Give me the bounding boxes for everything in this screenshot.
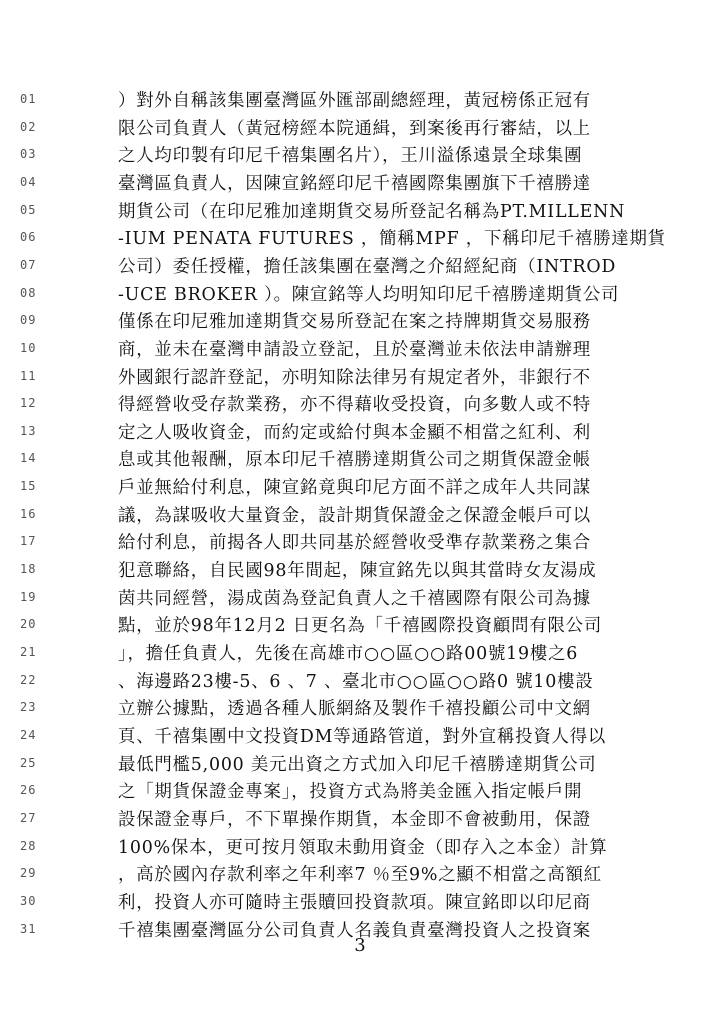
line-text: 得經營收受存款業務，亦不得藉收受投資，向多數人或不特 [118,395,591,416]
document-line [0,420,720,446]
line-number: 31 [20,921,37,936]
document-line [0,337,720,363]
line-number: 23 [20,700,37,715]
line-text: 設保證金專戶，不下單操作期貨，本金即不會被動用，保證 [118,809,591,830]
line-number: 13 [20,423,37,438]
line-text: 、海邊路23樓-5、6 、7 、臺北市○○區○○路0 號10樓設 [118,671,594,692]
document-line [0,669,720,695]
document-line [0,254,720,280]
line-text: 之人均印製有印尼千禧集團名片），王川溢係遠景全球集團 [118,146,583,167]
line-number: 28 [20,838,37,853]
line-number: 30 [20,893,37,908]
line-number: 01 [20,92,37,106]
document-line [0,199,720,225]
document-line [0,503,720,529]
document-line [0,641,720,667]
line-text: 點，並於98年12月2 日更名為「千禧國際投資顧問有限公司 [118,616,603,637]
document-line [0,807,720,833]
line-text: 千禧集團臺灣區分公司負責人名義負責臺灣投資人之投資案 [118,920,591,941]
line-number: 22 [20,672,37,687]
document-line [0,226,720,252]
line-text: 最低門檻5,000 美元出資之方式加入印尼千禧勝達期貨公司 [118,754,597,775]
line-text: 僅係在印尼雅加達期貨交易所登記在案之持牌期貨交易服務 [118,312,591,333]
document-line [0,890,720,916]
line-number: 12 [20,396,37,411]
line-number: 27 [20,810,37,825]
line-number: 24 [20,727,37,742]
line-text: 」，擔任負責人，先後在高雄市○○區○○路00號19樓之6 [118,644,579,664]
line-text: -UCE BROKER ）。陳宣銘等人均明知印尼千禧勝達期貨公司 [118,284,620,305]
line-number: 29 [20,866,37,881]
document-line [0,862,720,888]
line-number: 20 [20,617,37,632]
document-line [0,724,720,750]
line-text: 頁、千禧集團中文投資DM等通路管道，對外宣稱投資人得以 [118,726,607,747]
line-number: 18 [20,562,37,577]
line-text: ，高於國內存款利率之年利率7 ％至9%之顯不相當之高額紅 [118,865,602,886]
line-number: 02 [20,119,37,134]
document-line [0,835,720,861]
document-line [0,365,720,391]
document-line [0,143,720,169]
line-text: 外國銀行認許登記，亦明知除法律另有規定者外，非銀行不 [118,367,591,388]
document-line [0,696,720,722]
line-number: 11 [20,368,37,383]
document-line [0,171,720,197]
line-number: 05 [20,202,37,217]
line-text: 戶並無給付利息，陳宣銘竟與印尼方面不詳之成年人共同謀 [118,478,591,499]
line-text: 息或其他報酬，原本印尼千禧勝達期貨公司之期貨保證金帳 [118,450,591,471]
document-line [0,613,720,639]
line-number: 03 [20,147,37,162]
line-number: 19 [20,589,37,604]
line-number: 15 [20,479,37,494]
document-line [0,392,720,418]
line-number: 14 [20,451,37,466]
line-text: ）對外自稱該集團臺灣區外匯部副總經理，黃冠榜係正冠有 [118,91,591,111]
line-number: 21 [20,645,37,659]
document-line [0,116,720,142]
line-text: 臺灣區負責人，因陳宣銘經印尼千禧國際集團旗下千禧勝達 [118,173,591,194]
document-line [0,88,720,114]
page-number: 3 [354,935,366,956]
line-number: 16 [20,506,37,521]
document-line [0,309,720,335]
line-text: 茵共同經營，湯成茵為登記負責人之千禧國際有限公司為據 [118,588,591,609]
line-number: 08 [20,285,37,300]
document-line [0,752,720,778]
line-number: 17 [20,534,37,549]
document-line [0,475,720,501]
line-text: 立辦公據點，透過各種人脈網絡及製作千禧投顧公司中文網 [118,699,591,720]
line-text: -IUM PENATA FUTURES ，簡稱MPF ，下稱印尼千禧勝達期貨 [118,229,666,250]
line-text: 公司）委任授權，擔任該集團在臺灣之介紹經紀商（INTROD [118,256,617,277]
line-text: 給付利息，前揭各人即共同基於經營收受準存款業務之集合 [118,533,591,554]
document-line [0,586,720,612]
line-text: 商，並未在臺灣申請設立登記，且於臺灣並未依法申請辦理 [118,339,591,360]
line-number: 06 [20,230,37,245]
line-text: 之「期貨保證金專案」，投資方式為將美金匯入指定帳戶開 [118,782,583,803]
line-number: 25 [20,755,37,770]
document-line [0,558,720,584]
line-text: 犯意聯絡，自民國98年間起，陳宣銘先以與其當時女友湯成 [118,561,597,582]
line-number: 26 [20,783,37,798]
document-line [0,530,720,556]
line-number: 10 [20,340,37,355]
line-text: 期貨公司（在印尼雅加達期貨交易所登記名稱為PT.MILLENN [118,201,626,222]
line-text: 利，投資人亦可隨時主張贖回投資款項。陳宣銘即以印尼商 [118,892,591,913]
line-text: 限公司負責人（黃冠榜經本院通緝，到案後再行審結，以上 [118,118,591,139]
document-line [0,282,720,308]
document-line [0,779,720,805]
line-text: 議，為謀吸收大量資金，設計期貨保證金之保證金帳戶可以 [118,505,591,526]
line-number: 07 [20,257,37,272]
line-text: 100%保本，更可按月領取未動用資金（即存入之本金）計算 [118,837,608,858]
line-number: 09 [20,313,37,328]
document-line [0,447,720,473]
line-text: 定之人吸收資金，而約定或給付與本金顯不相當之紅利、利 [118,422,591,443]
line-number: 04 [20,174,37,189]
